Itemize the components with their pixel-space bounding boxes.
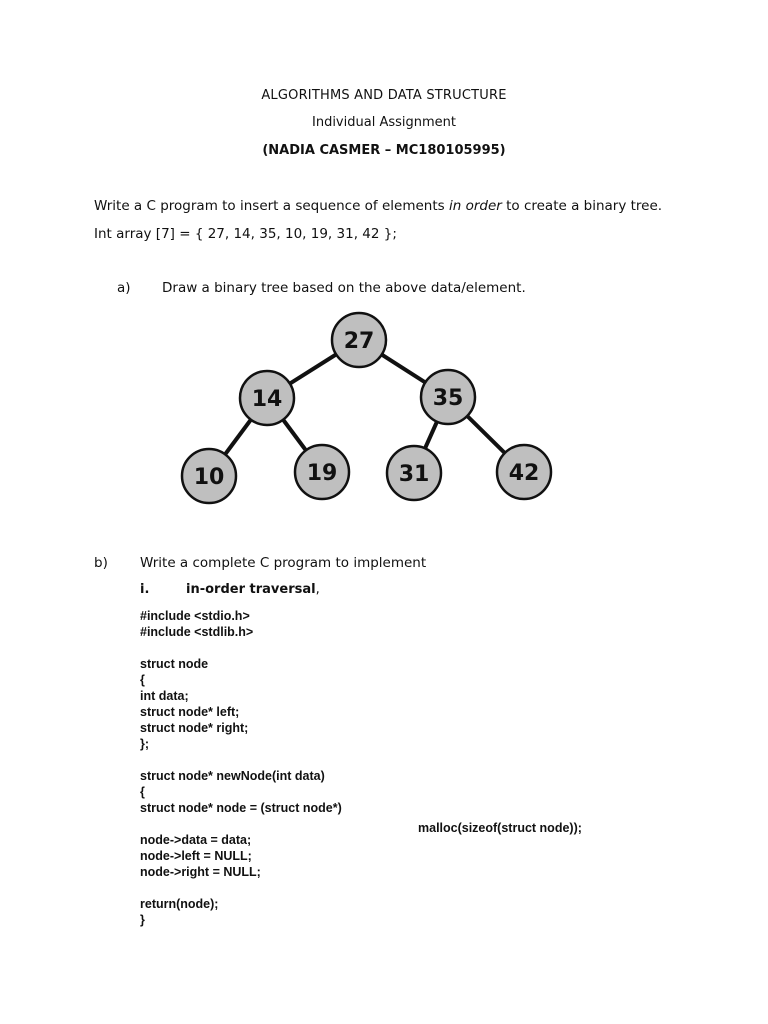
array-declaration: Int array [7] = { 27, 14, 35, 10, 19, 31, 42 };	[94, 226, 397, 242]
tree-node-31	[387, 446, 441, 500]
part-a-marker: a)	[117, 280, 131, 296]
code-line	[140, 880, 342, 896]
inorder-traversal-label: in-order traversal	[186, 582, 316, 597]
code-line: int data;	[140, 689, 189, 703]
code-line	[140, 640, 342, 656]
tree-nodes	[182, 313, 551, 503]
code-line: struct node* right;	[140, 721, 249, 735]
code-line: struct node* left;	[140, 705, 240, 719]
tree-node-label: 42	[508, 461, 540, 486]
intro-text-after: to create a binary tree.	[501, 198, 663, 214]
code-line: node->left = NULL;	[140, 849, 252, 863]
tree-node-27	[332, 313, 386, 367]
tree-node-19	[295, 445, 349, 499]
tree-node-label: 14	[251, 387, 283, 412]
student-name: (NADIA CASMER – MC180105995)	[262, 143, 506, 158]
question-intro	[94, 198, 662, 214]
code-malloc-line: malloc(sizeof(struct node));	[418, 821, 582, 835]
tree-node-14	[240, 371, 294, 425]
code-line: node->data = data;	[140, 833, 252, 847]
tree-node-label: 10	[193, 465, 225, 490]
code-line: node->right = NULL;	[140, 865, 261, 879]
sub-item-suffix: ,	[315, 582, 320, 597]
code-block	[140, 608, 342, 928]
part-b-sub-marker: i.	[140, 582, 150, 597]
tree-node-10	[182, 449, 236, 503]
code-line: struct node* newNode(int data)	[140, 769, 325, 783]
part-a-text: Draw a binary tree based on the above data/element.	[162, 280, 526, 296]
code-line: return(node);	[140, 897, 219, 911]
binary-tree-diagram	[0, 300, 768, 520]
code-line: #include <stdlib.h>	[140, 625, 254, 639]
tree-node-label: 19	[306, 461, 338, 486]
code-line	[140, 752, 342, 768]
part-b-marker: b)	[94, 555, 108, 571]
code-line	[140, 816, 342, 832]
code-line: {	[140, 785, 145, 799]
tree-node-label: 35	[432, 386, 464, 411]
course-title: ALGORITHMS AND DATA STRUCTURE	[261, 88, 507, 103]
intro-text-before: Write a C program to insert a sequence of elements	[94, 198, 449, 214]
tree-node-label: 27	[343, 329, 375, 354]
intro-emphasis: in order	[448, 198, 502, 214]
code-line: #include <stdio.h>	[140, 609, 250, 623]
assignment-title: Individual Assignment	[312, 115, 456, 130]
code-line: struct node* node = (struct node*)	[140, 801, 342, 815]
tree-node-label: 31	[398, 462, 430, 487]
part-b-sub-item	[186, 582, 320, 597]
tree-node-42	[497, 445, 551, 499]
code-line: struct node	[140, 657, 209, 671]
code-line: {	[140, 673, 145, 687]
tree-node-35	[421, 370, 475, 424]
part-b-text: Write a complete C program to implement	[140, 555, 427, 571]
code-line: };	[140, 737, 150, 751]
code-line: }	[140, 913, 145, 927]
